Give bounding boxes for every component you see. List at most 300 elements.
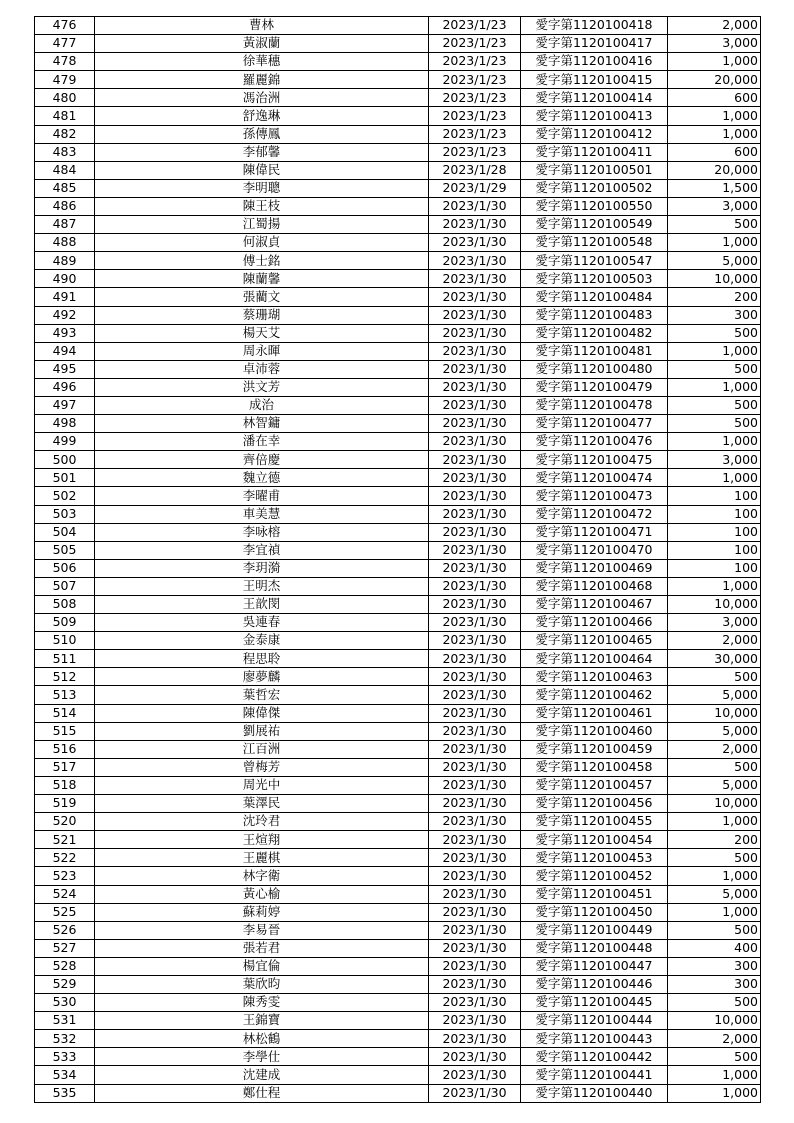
donation-table bbox=[34, 16, 761, 1103]
donor-name: 王明杰 bbox=[95, 577, 429, 595]
donation-date: 2023/1/23 bbox=[429, 107, 521, 125]
receipt-number: 愛字第1120100416 bbox=[521, 53, 668, 71]
donation-date: 2023/1/30 bbox=[429, 360, 521, 378]
donor-name: 林松鶴 bbox=[95, 1030, 429, 1048]
receipt-number: 愛字第1120100412 bbox=[521, 125, 668, 143]
row-number: 509 bbox=[35, 614, 95, 632]
row-number: 480 bbox=[35, 89, 95, 107]
donor-name: 徐華穗 bbox=[95, 53, 429, 71]
donor-name: 李玥漪 bbox=[95, 559, 429, 577]
table-row bbox=[35, 632, 761, 650]
donation-date: 2023/1/30 bbox=[429, 523, 521, 541]
receipt-number: 愛字第1120100483 bbox=[521, 306, 668, 324]
donation-date: 2023/1/23 bbox=[429, 125, 521, 143]
donation-date: 2023/1/30 bbox=[429, 939, 521, 957]
donation-amount: 500 bbox=[668, 994, 761, 1012]
table-row bbox=[35, 252, 761, 270]
donation-date: 2023/1/30 bbox=[429, 776, 521, 794]
receipt-number: 愛字第1120100478 bbox=[521, 396, 668, 414]
receipt-number: 愛字第1120100457 bbox=[521, 776, 668, 794]
donation-amount: 1,000 bbox=[668, 867, 761, 885]
row-number: 510 bbox=[35, 632, 95, 650]
table-row bbox=[35, 1030, 761, 1048]
receipt-number: 愛字第1120100441 bbox=[521, 1066, 668, 1084]
receipt-number: 愛字第1120100482 bbox=[521, 324, 668, 342]
table-row bbox=[35, 1012, 761, 1030]
table-row bbox=[35, 704, 761, 722]
receipt-number: 愛字第1120100479 bbox=[521, 378, 668, 396]
donation-amount: 3,000 bbox=[668, 451, 761, 469]
row-number: 531 bbox=[35, 1012, 95, 1030]
donation-amount: 3,000 bbox=[668, 35, 761, 53]
receipt-number: 愛字第1120100415 bbox=[521, 71, 668, 89]
row-number: 518 bbox=[35, 776, 95, 794]
donation-amount: 600 bbox=[668, 89, 761, 107]
row-number: 523 bbox=[35, 867, 95, 885]
table-row bbox=[35, 1048, 761, 1066]
donor-name: 孫傳鳳 bbox=[95, 125, 429, 143]
table-row bbox=[35, 396, 761, 414]
row-number: 483 bbox=[35, 143, 95, 161]
donor-name: 陳偉民 bbox=[95, 161, 429, 179]
table-row bbox=[35, 523, 761, 541]
row-number: 490 bbox=[35, 270, 95, 288]
receipt-number: 愛字第1120100476 bbox=[521, 433, 668, 451]
row-number: 479 bbox=[35, 71, 95, 89]
row-number: 493 bbox=[35, 324, 95, 342]
donor-name: 林字衛 bbox=[95, 867, 429, 885]
table-row bbox=[35, 288, 761, 306]
donation-amount: 20,000 bbox=[668, 161, 761, 179]
table-row bbox=[35, 161, 761, 179]
donation-amount: 200 bbox=[668, 288, 761, 306]
donation-amount: 2,000 bbox=[668, 632, 761, 650]
table-row bbox=[35, 17, 761, 35]
table-row bbox=[35, 107, 761, 125]
donation-amount: 100 bbox=[668, 559, 761, 577]
donation-date: 2023/1/30 bbox=[429, 1084, 521, 1102]
row-number: 494 bbox=[35, 342, 95, 360]
table-row bbox=[35, 776, 761, 794]
donor-name: 沈玲君 bbox=[95, 813, 429, 831]
row-number: 505 bbox=[35, 541, 95, 559]
donation-date: 2023/1/30 bbox=[429, 632, 521, 650]
table-row bbox=[35, 216, 761, 234]
row-number: 533 bbox=[35, 1048, 95, 1066]
row-number: 489 bbox=[35, 252, 95, 270]
row-number: 507 bbox=[35, 577, 95, 595]
donation-date: 2023/1/23 bbox=[429, 71, 521, 89]
row-number: 499 bbox=[35, 433, 95, 451]
donation-amount: 10,000 bbox=[668, 270, 761, 288]
row-number: 519 bbox=[35, 795, 95, 813]
receipt-number: 愛字第1120100461 bbox=[521, 704, 668, 722]
donor-name: 曹林 bbox=[95, 17, 429, 35]
donor-name: 廖夢麟 bbox=[95, 668, 429, 686]
donor-name: 成治 bbox=[95, 396, 429, 414]
donation-amount: 1,000 bbox=[668, 813, 761, 831]
row-number: 520 bbox=[35, 813, 95, 831]
row-number: 485 bbox=[35, 179, 95, 197]
donation-date: 2023/1/30 bbox=[429, 813, 521, 831]
receipt-number: 愛字第1120100484 bbox=[521, 288, 668, 306]
table-row bbox=[35, 89, 761, 107]
table-row bbox=[35, 975, 761, 993]
donor-name: 李郁馨 bbox=[95, 143, 429, 161]
row-number: 534 bbox=[35, 1066, 95, 1084]
row-number: 512 bbox=[35, 668, 95, 686]
row-number: 503 bbox=[35, 505, 95, 523]
donation-amount: 1,000 bbox=[668, 53, 761, 71]
table-row bbox=[35, 668, 761, 686]
table-row bbox=[35, 324, 761, 342]
donor-name: 陳王枝 bbox=[95, 197, 429, 215]
donation-amount: 2,000 bbox=[668, 740, 761, 758]
receipt-number: 愛字第1120100449 bbox=[521, 921, 668, 939]
row-number: 524 bbox=[35, 885, 95, 903]
donor-name: 黃心榆 bbox=[95, 885, 429, 903]
donation-amount: 10,000 bbox=[668, 1012, 761, 1030]
table-row bbox=[35, 505, 761, 523]
row-number: 478 bbox=[35, 53, 95, 71]
donation-amount: 300 bbox=[668, 306, 761, 324]
donation-amount: 1,000 bbox=[668, 577, 761, 595]
donor-name: 車美慧 bbox=[95, 505, 429, 523]
table-row bbox=[35, 125, 761, 143]
table-row bbox=[35, 71, 761, 89]
donation-date: 2023/1/30 bbox=[429, 559, 521, 577]
table-row bbox=[35, 831, 761, 849]
receipt-number: 愛字第1120100417 bbox=[521, 35, 668, 53]
row-number: 495 bbox=[35, 360, 95, 378]
donor-name: 王麗棋 bbox=[95, 849, 429, 867]
donor-name: 曾梅芳 bbox=[95, 758, 429, 776]
donation-date: 2023/1/30 bbox=[429, 197, 521, 215]
donation-date: 2023/1/30 bbox=[429, 596, 521, 614]
donation-date: 2023/1/30 bbox=[429, 433, 521, 451]
donor-name: 張若君 bbox=[95, 939, 429, 957]
donation-amount: 5,000 bbox=[668, 686, 761, 704]
receipt-number: 愛字第1120100501 bbox=[521, 161, 668, 179]
row-number: 482 bbox=[35, 125, 95, 143]
receipt-number: 愛字第1120100550 bbox=[521, 197, 668, 215]
row-number: 506 bbox=[35, 559, 95, 577]
donation-date: 2023/1/30 bbox=[429, 614, 521, 632]
row-number: 508 bbox=[35, 596, 95, 614]
receipt-number: 愛字第1120100470 bbox=[521, 541, 668, 559]
donor-name: 楊天艾 bbox=[95, 324, 429, 342]
donor-name: 齊倍慶 bbox=[95, 451, 429, 469]
donation-amount: 20,000 bbox=[668, 71, 761, 89]
donor-name: 舒逸琳 bbox=[95, 107, 429, 125]
donation-amount: 600 bbox=[668, 143, 761, 161]
donation-amount: 1,500 bbox=[668, 179, 761, 197]
donor-name: 李曜甫 bbox=[95, 487, 429, 505]
donor-name: 沈建成 bbox=[95, 1066, 429, 1084]
receipt-number: 愛字第1120100454 bbox=[521, 831, 668, 849]
row-number: 481 bbox=[35, 107, 95, 125]
donation-amount: 1,000 bbox=[668, 1066, 761, 1084]
donation-amount: 100 bbox=[668, 523, 761, 541]
donor-name: 陳偉傑 bbox=[95, 704, 429, 722]
receipt-number: 愛字第1120100455 bbox=[521, 813, 668, 831]
donation-amount: 500 bbox=[668, 921, 761, 939]
donation-date: 2023/1/30 bbox=[429, 270, 521, 288]
donation-amount: 5,000 bbox=[668, 252, 761, 270]
receipt-number: 愛字第1120100459 bbox=[521, 740, 668, 758]
donation-amount: 1,000 bbox=[668, 378, 761, 396]
donation-amount: 500 bbox=[668, 415, 761, 433]
receipt-number: 愛字第1120100548 bbox=[521, 234, 668, 252]
donor-name: 金泰康 bbox=[95, 632, 429, 650]
donation-date: 2023/1/30 bbox=[429, 324, 521, 342]
donation-date: 2023/1/23 bbox=[429, 143, 521, 161]
table-row bbox=[35, 921, 761, 939]
table-row bbox=[35, 957, 761, 975]
donation-date: 2023/1/30 bbox=[429, 415, 521, 433]
row-number: 528 bbox=[35, 957, 95, 975]
receipt-number: 愛字第1120100442 bbox=[521, 1048, 668, 1066]
receipt-number: 愛字第1120100471 bbox=[521, 523, 668, 541]
table-row bbox=[35, 758, 761, 776]
row-number: 515 bbox=[35, 722, 95, 740]
donation-amount: 1,000 bbox=[668, 1084, 761, 1102]
receipt-number: 愛字第1120100503 bbox=[521, 270, 668, 288]
donation-date: 2023/1/30 bbox=[429, 234, 521, 252]
donation-date: 2023/1/23 bbox=[429, 53, 521, 71]
donor-name: 楊宜倫 bbox=[95, 957, 429, 975]
table-row bbox=[35, 197, 761, 215]
donation-amount: 5,000 bbox=[668, 722, 761, 740]
table-row bbox=[35, 650, 761, 668]
donor-name: 李學仕 bbox=[95, 1048, 429, 1066]
row-number: 513 bbox=[35, 686, 95, 704]
row-number: 504 bbox=[35, 523, 95, 541]
donor-name: 李咏榕 bbox=[95, 523, 429, 541]
table-row bbox=[35, 577, 761, 595]
donor-name: 洪文芳 bbox=[95, 378, 429, 396]
row-number: 492 bbox=[35, 306, 95, 324]
donation-amount: 100 bbox=[668, 487, 761, 505]
table-row bbox=[35, 686, 761, 704]
donation-date: 2023/1/30 bbox=[429, 957, 521, 975]
row-number: 529 bbox=[35, 975, 95, 993]
donation-date: 2023/1/23 bbox=[429, 89, 521, 107]
donation-date: 2023/1/23 bbox=[429, 35, 521, 53]
receipt-number: 愛字第1120100456 bbox=[521, 795, 668, 813]
donor-name: 李明聰 bbox=[95, 179, 429, 197]
row-number: 517 bbox=[35, 758, 95, 776]
donation-date: 2023/1/30 bbox=[429, 469, 521, 487]
donor-name: 李易晉 bbox=[95, 921, 429, 939]
donation-date: 2023/1/30 bbox=[429, 1066, 521, 1084]
donation-date: 2023/1/30 bbox=[429, 849, 521, 867]
receipt-number: 愛字第1120100465 bbox=[521, 632, 668, 650]
receipt-number: 愛字第1120100549 bbox=[521, 216, 668, 234]
row-number: 526 bbox=[35, 921, 95, 939]
receipt-number: 愛字第1120100452 bbox=[521, 867, 668, 885]
table-row bbox=[35, 559, 761, 577]
donation-amount: 1,000 bbox=[668, 107, 761, 125]
row-number: 525 bbox=[35, 903, 95, 921]
receipt-number: 愛字第1120100474 bbox=[521, 469, 668, 487]
receipt-number: 愛字第1120100446 bbox=[521, 975, 668, 993]
donation-amount: 1,000 bbox=[668, 234, 761, 252]
table-row bbox=[35, 740, 761, 758]
table-row bbox=[35, 451, 761, 469]
donation-date: 2023/1/30 bbox=[429, 722, 521, 740]
row-number: 498 bbox=[35, 415, 95, 433]
donation-date: 2023/1/30 bbox=[429, 396, 521, 414]
donation-amount: 30,000 bbox=[668, 650, 761, 668]
donation-amount: 300 bbox=[668, 975, 761, 993]
donation-date: 2023/1/30 bbox=[429, 795, 521, 813]
donation-date: 2023/1/30 bbox=[429, 252, 521, 270]
table-row bbox=[35, 433, 761, 451]
row-number: 535 bbox=[35, 1084, 95, 1102]
donation-amount: 3,000 bbox=[668, 197, 761, 215]
table-row bbox=[35, 596, 761, 614]
donor-name: 李宜禎 bbox=[95, 541, 429, 559]
receipt-number: 愛字第1120100447 bbox=[521, 957, 668, 975]
donation-amount: 100 bbox=[668, 505, 761, 523]
table-row bbox=[35, 270, 761, 288]
receipt-number: 愛字第1120100413 bbox=[521, 107, 668, 125]
donor-name: 陳秀雯 bbox=[95, 994, 429, 1012]
row-number: 491 bbox=[35, 288, 95, 306]
donation-amount: 1,000 bbox=[668, 903, 761, 921]
receipt-number: 愛字第1120100475 bbox=[521, 451, 668, 469]
receipt-number: 愛字第1120100473 bbox=[521, 487, 668, 505]
receipt-number: 愛字第1120100462 bbox=[521, 686, 668, 704]
donor-name: 馮治洲 bbox=[95, 89, 429, 107]
row-number: 486 bbox=[35, 197, 95, 215]
donation-amount: 1,000 bbox=[668, 342, 761, 360]
donation-amount: 200 bbox=[668, 831, 761, 849]
donor-name: 江百洲 bbox=[95, 740, 429, 758]
row-number: 476 bbox=[35, 17, 95, 35]
receipt-number: 愛字第1120100450 bbox=[521, 903, 668, 921]
table-row bbox=[35, 614, 761, 632]
donation-amount: 1,000 bbox=[668, 433, 761, 451]
donation-amount: 500 bbox=[668, 360, 761, 378]
row-number: 516 bbox=[35, 740, 95, 758]
donor-name: 程思聆 bbox=[95, 650, 429, 668]
donor-name: 周光中 bbox=[95, 776, 429, 794]
table-row bbox=[35, 143, 761, 161]
row-number: 484 bbox=[35, 161, 95, 179]
table-row bbox=[35, 885, 761, 903]
donor-name: 黃淑蘭 bbox=[95, 35, 429, 53]
donor-name: 江蜀揚 bbox=[95, 216, 429, 234]
donor-name: 周永暉 bbox=[95, 342, 429, 360]
receipt-number: 愛字第1120100448 bbox=[521, 939, 668, 957]
row-number: 487 bbox=[35, 216, 95, 234]
donation-date: 2023/1/30 bbox=[429, 867, 521, 885]
donation-amount: 500 bbox=[668, 1048, 761, 1066]
donation-amount: 500 bbox=[668, 849, 761, 867]
donation-amount: 1,000 bbox=[668, 125, 761, 143]
table-row bbox=[35, 849, 761, 867]
donation-date: 2023/1/30 bbox=[429, 885, 521, 903]
receipt-number: 愛字第1120100414 bbox=[521, 89, 668, 107]
donor-name: 王歆閔 bbox=[95, 596, 429, 614]
donor-name: 張藺文 bbox=[95, 288, 429, 306]
row-number: 532 bbox=[35, 1030, 95, 1048]
receipt-number: 愛字第1120100464 bbox=[521, 650, 668, 668]
donor-name: 羅麗錦 bbox=[95, 71, 429, 89]
table-row bbox=[35, 1066, 761, 1084]
row-number: 530 bbox=[35, 994, 95, 1012]
donation-amount: 3,000 bbox=[668, 614, 761, 632]
receipt-number: 愛字第1120100444 bbox=[521, 1012, 668, 1030]
receipt-number: 愛字第1120100469 bbox=[521, 559, 668, 577]
donation-date: 2023/1/30 bbox=[429, 505, 521, 523]
table-row bbox=[35, 1084, 761, 1102]
table-row bbox=[35, 306, 761, 324]
row-number: 511 bbox=[35, 650, 95, 668]
donor-name: 蘇莉婷 bbox=[95, 903, 429, 921]
row-number: 502 bbox=[35, 487, 95, 505]
table-row bbox=[35, 994, 761, 1012]
donation-date: 2023/1/30 bbox=[429, 487, 521, 505]
donor-name: 魏立德 bbox=[95, 469, 429, 487]
donation-date: 2023/1/30 bbox=[429, 704, 521, 722]
row-number: 501 bbox=[35, 469, 95, 487]
table-row bbox=[35, 903, 761, 921]
donation-date: 2023/1/30 bbox=[429, 831, 521, 849]
donation-date: 2023/1/30 bbox=[429, 1030, 521, 1048]
donation-date: 2023/1/30 bbox=[429, 994, 521, 1012]
row-number: 521 bbox=[35, 831, 95, 849]
donation-date: 2023/1/30 bbox=[429, 216, 521, 234]
donation-amount: 500 bbox=[668, 396, 761, 414]
receipt-number: 愛字第1120100440 bbox=[521, 1084, 668, 1102]
receipt-number: 愛字第1120100466 bbox=[521, 614, 668, 632]
receipt-number: 愛字第1120100467 bbox=[521, 596, 668, 614]
table-row bbox=[35, 360, 761, 378]
table-row bbox=[35, 867, 761, 885]
donation-amount: 2,000 bbox=[668, 1030, 761, 1048]
receipt-number: 愛字第1120100463 bbox=[521, 668, 668, 686]
donation-date: 2023/1/30 bbox=[429, 758, 521, 776]
receipt-number: 愛字第1120100460 bbox=[521, 722, 668, 740]
receipt-number: 愛字第1120100411 bbox=[521, 143, 668, 161]
donor-name: 葉澤民 bbox=[95, 795, 429, 813]
row-number: 522 bbox=[35, 849, 95, 867]
donation-amount: 10,000 bbox=[668, 596, 761, 614]
receipt-number: 愛字第1120100547 bbox=[521, 252, 668, 270]
donation-amount: 10,000 bbox=[668, 795, 761, 813]
donor-name: 王錦寶 bbox=[95, 1012, 429, 1030]
donor-name: 卓沛蓉 bbox=[95, 360, 429, 378]
table-row bbox=[35, 342, 761, 360]
receipt-number: 愛字第1120100472 bbox=[521, 505, 668, 523]
receipt-number: 愛字第1120100453 bbox=[521, 849, 668, 867]
donation-date: 2023/1/28 bbox=[429, 161, 521, 179]
receipt-number: 愛字第1120100477 bbox=[521, 415, 668, 433]
table-row bbox=[35, 469, 761, 487]
row-number: 496 bbox=[35, 378, 95, 396]
donor-name: 蔡珊瑚 bbox=[95, 306, 429, 324]
donation-date: 2023/1/30 bbox=[429, 541, 521, 559]
donor-name: 傅士銘 bbox=[95, 252, 429, 270]
row-number: 488 bbox=[35, 234, 95, 252]
table-row bbox=[35, 795, 761, 813]
donation-date: 2023/1/30 bbox=[429, 306, 521, 324]
table-row bbox=[35, 415, 761, 433]
table-row bbox=[35, 722, 761, 740]
